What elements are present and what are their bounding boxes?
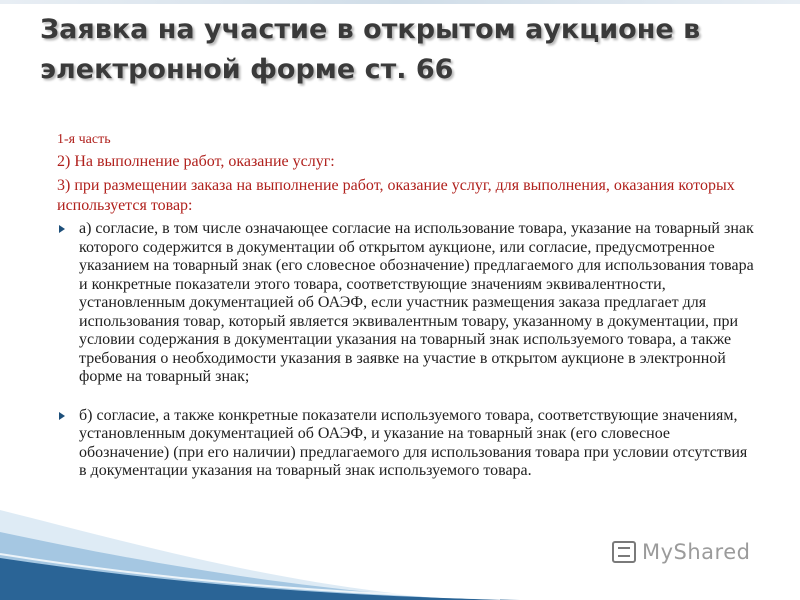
bullet-item-b bbox=[57, 407, 757, 481]
decorative-swoosh bbox=[0, 470, 800, 600]
bullet-text-b: б) согласие, а также конкретные показатели используемого товара, соответствующие значениям, установленным документацией об ОАЭФ, и указание на товарный знак (его словесное обозначение) (при его наличии) предлагаемого для использования товара при условии отсутствия в документации указания на товарный знак используемого товара. bbox=[79, 406, 748, 479]
watermark-text: MyShared bbox=[642, 540, 751, 564]
bullet-text-a: а) согласие, в том числе означающее согласие на использование товара, указание на товарный знак которого содержится в документации об открытом аукционе, или согласие, предусмотренное указанием на товарный знак (его словесное обозначение) предлагаемого для использования товара и конкретные показатели этого товара, соответствующие значениям эквивалентности, установленным документацией об ОАЭФ, если участник размещения заказа предлагает для использования товар, который является эквивалентным товару, указанному в документации, при условии содержания в документации указания на товарный знак используемого товара, а также требования о необходимости указания в заявке на участие в открытом аукционе в электронной форме на товарный знак; bbox=[79, 220, 754, 385]
slide-title: Заявка на участие в открытом аукционе в электронной форме ст. 66 bbox=[40, 14, 701, 85]
triangle-bullet-icon bbox=[59, 412, 65, 420]
item-2: 2) На выполнение работ, оказание услуг: bbox=[57, 153, 335, 170]
item-3: 3) при размещении заказа на выполнение работ, оказание услуг, для выполнения, оказания которых используется товар: bbox=[57, 177, 735, 214]
slide-body bbox=[57, 130, 757, 481]
mortarboard-icon bbox=[612, 541, 636, 563]
part-label: 1-я часть bbox=[57, 132, 111, 147]
bullet-item-a bbox=[57, 220, 757, 387]
watermark-logo bbox=[612, 538, 750, 566]
top-rule bbox=[0, 0, 800, 4]
triangle-bullet-icon bbox=[59, 225, 65, 233]
spacer bbox=[57, 387, 757, 407]
